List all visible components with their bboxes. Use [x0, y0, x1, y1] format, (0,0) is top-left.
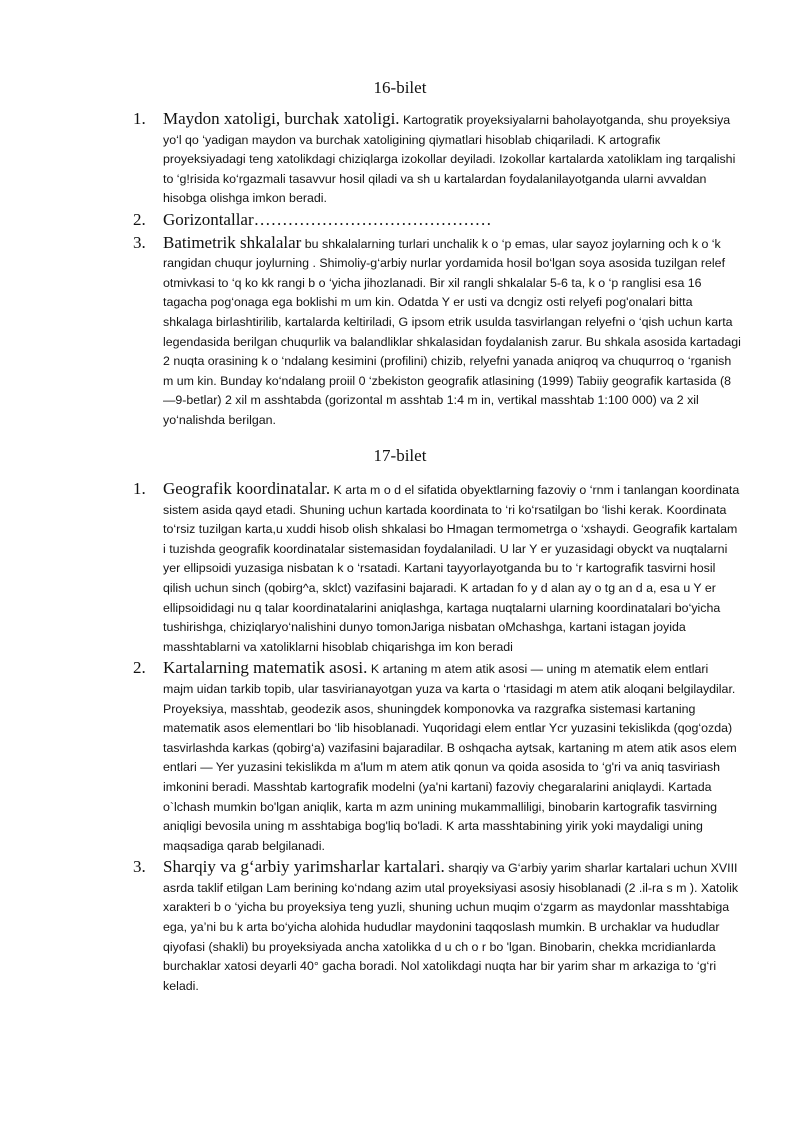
question-text: bu shkalalarning turlari unchalik k o ‘p emas, ular sayoz joylarning och k o ‘k rangidan chuqur joylurning . Shimoliy-g‘arbiy nurlar yordamida hosil bo‘lgan soya asosida tuzilgan relef otmivkasi to ‘q ko kk rangi b o ‘yicha jihozlanadi. Bir xil rangli shkalalar 5-6 ta, k o ‘p ranglisi esa 16 tagacha pog‘onaga ega boklishi m um kin. Odatda Y er usti va dcngiz osti relyefi pog'onalari bitta shkalaga birlashtirilib, kartalarda keltiriladi, G ipsom etrik usulda tasvirlangan relyefni o ‘qish uchun karta legendasida berilgan chuqurlik va balandliklar shkalasidan foydalanish zarur. Bu shkala asosida kartadagi 2 nuqta orasining k o ‘ndalang kesimini (profilini) chizib, relyefni yanada aniqroq va chuqurroq o ‘rganish m um kin. Bunday ko‘ndalang proiil 0 ‘zbekiston geografik atlasining (1999) Tabiiy geografik kartasida (8—9-betlar) 2 xil m asshtabda (gorizontal m asshtab 1:4 m in, vertikal masshtab 1:100 000) va 2 xil yo‘nalishda berilgan. [163, 236, 741, 427]
question-body [163, 658, 741, 856]
question-number: 3. [133, 232, 146, 252]
question-item [133, 658, 741, 856]
question-body [163, 109, 741, 209]
question-item [133, 109, 741, 209]
question-heading: Kartalarning matematik asosi. [163, 658, 368, 678]
question-body [163, 479, 741, 657]
question-heading: Maydon xatoligi, burchak xatoligi. [163, 109, 400, 128]
ticket-16-questions [133, 109, 741, 432]
question-body [163, 210, 741, 232]
ticket-16-title: 16-bilet [373, 78, 427, 97]
question-heading: Geografik koordinatalar. [163, 479, 331, 498]
question-number: 1. [133, 479, 146, 498]
question-body [163, 857, 741, 996]
ticket-17-questions [133, 479, 741, 997]
question-body [163, 233, 741, 431]
question-number: 1. [133, 109, 146, 128]
question-item [133, 479, 741, 657]
question-number: 3. [133, 857, 146, 877]
question-number: 2. [133, 658, 146, 678]
question-item [133, 210, 741, 232]
question-text: K arta m o d el sifatida obyektlarning fazoviy o ‘rnm i tanlangan koordinata sistem asida qayd etadi. Shuning uchun kartada koordinata to ‘ri ko‘rsatilgan bo ‘lishi kerak. Koordinata to‘rsiz tuzilgan karta,u xuddi hisob olish shkalasi bo Hmagan termometrga o ‘xshaydi. Geografik kartalam i tuzishda geografik koordinatalar sistemasidan foydalaniladi. U lar Y er yuzasidagi obyckt va nuqtalarni yer ellipsoidi yuzasiga nisbatan k o ‘rsatadi. Kartani tayyorlayotganda bu to ‘r kartografik tasvirni hosil qilish uchun sinch (qobirg^a, sklct) vazifasini bajaradi. K artadan fo y d alan ay o tg an d a, esa u Y er ellipsoididagi nu q talar koordinatalarini aniqlashga, kartaga nuqtalarni ularning koordinatalari bo‘yicha tushirishga, chiziqlaryo‘nalishini dunyo tomonJariga nisbatan oMchashga, kartani istagan joyida masshtablarni va xatoliklarni hisoblab chiqarishga im kon beradi [163, 483, 740, 654]
question-text: sharqiy va G‘arbiy yarim sharlar kartalari uchun XVIII asrda taklif etilgan Lam berining ko‘ndang azim utal proyeksiyasi asosiy hisoblanadi (2 .il-ra s m ). Xatolik xarakteri b o ‘yicha bu proyeksiya teng yuzli, shuning uchun muqim o‘zgarm as maydonlar masshtabiga ega, ya’ni bu k arta bo‘yicha alohida hududlar maydonini taqqoslash mumkin. B urchaklar va hududlar qiyofasi (shakli) bu proyeksiyada ancha xatolikka d u ch o r bo 'lgan. Binobarin, chekka mcridianlarda burchaklar xatosi deyarli 40° gacha boradi. Nol xatolikdagi nuqta har bir yarim shar m arkaziga to ‘g‘ri keladi. [163, 861, 739, 993]
question-text: K artaning m atem atik asosi — uning m atematik elem entlari majm uidan tarkib topib, ular tasvirianayotgan yuza va karta o ‘rtasidagi m atem atik aloqani belgilaydilar. Proyeksiya, masshtab, geodezik asos, shuningdek komponovka va razgrafka sistemasi kartaning matematik asos elementlari bo ‘lib hisoblanadi. Yuqoridagi elem entlar Ycr yuzasini tekislikda (qog‘ozda) tasvirlashda karkas (qobirg‘a) vazifasini bajaradilar. B oshqacha aytsak, kartaning m atem atik asos elem entlari — Yer yuzasini tekislikda m a'lum m atem atik qonun va qoida asosida to ‘g'ri va aniq tasviriash imkonini beradi. Masshtab kartografik modelni (ya'ni kartani) fazoviy chegaralarini aniqlaydi. Kartada o`lchash mumkin bo'lgan aniqlik, karta m azm unining mukammalliligi, binobarin kartografik tasvirning aniqligi bevosila uning m asshtabiga bog'liq bo'ladi. K arta masshtabining yirik yoki maydaligi uning maqsadiga qarab belgilanadi. [163, 662, 737, 853]
question-heading: Sharqiy va g‘arbiy yarimsharlar kartalari. [163, 857, 445, 877]
ticket-17-title: 17-bilet [373, 446, 427, 465]
question-heading: Gorizontallar…………………………………… [163, 209, 492, 229]
question-number: 2. [133, 209, 146, 229]
question-heading: Batimetrik shkalalar [163, 232, 302, 252]
question-item [133, 233, 741, 431]
question-text: Kartogratik proyeksiyalarni baholayotganda, shu proyeksiya yo‘l qo ‘yadigan maydon va burchak xatoligining qiymatlari hisoblab chiqariladi. K artografiк proyeksiyadagi teng xatolikdagi chiziqlarga izokollar deyiladi. Izokollar kartalarda xatoliklam ing tarqalishi to ‘g!risida ko‘rgazmali tasavvur hosil qiladi va sh u kartalardan foydalanilayotganda ularni avvaldan hisobga olishga imkon beradi. [163, 113, 736, 206]
question-item [133, 857, 741, 996]
